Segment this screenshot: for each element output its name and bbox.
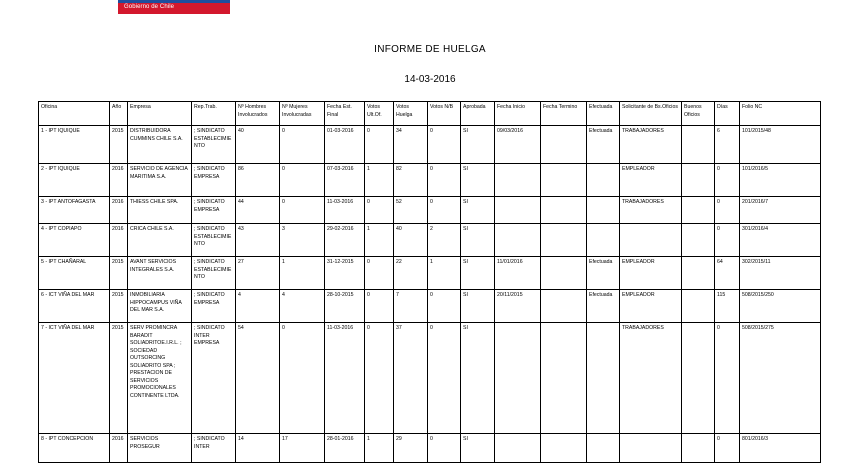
cell-fecha-final: 11-03-2016 [325,197,365,224]
table-row [39,164,821,197]
cell-hombres: 40 [236,126,280,164]
cell-dias: 0 [715,164,740,197]
cell-votos-ult: 1 [365,164,394,197]
col-header: Efectuada [587,102,620,126]
cell-solicitante [620,224,682,257]
table-row [39,126,821,164]
col-header: Votos N/B [428,102,461,126]
cell-mujeres: 17 [280,434,325,463]
cell-rep-trab: ; SINDICATO ESTABLECIMIENTO [192,257,236,290]
cell-aprobada: SI [461,290,495,323]
cell-votos-ult: 1 [365,224,394,257]
cell-anio: 2016 [110,224,128,257]
cell-dias: 115 [715,290,740,323]
cell-buenos-oficios [682,164,715,197]
cell-solicitante [620,434,682,463]
cell-fecha-termino [541,290,587,323]
table-row [39,323,821,434]
cell-rep-trab: ; SINDICATO ESTABLECIMIENTO [192,224,236,257]
cell-efectuada: Efectuada [587,290,620,323]
cell-buenos-oficios [682,126,715,164]
cell-empresa: THIESS CHILE SPA. [128,197,192,224]
cell-solicitante: TRABAJADORES [620,126,682,164]
report-title: INFORME DE HUELGA [374,44,486,55]
report-date: 14-03-2016 [404,74,456,85]
cell-fecha-final: 11-03-2016 [325,323,365,434]
cell-votos-ult: 0 [365,257,394,290]
cell-fecha-final: 07-03-2016 [325,164,365,197]
col-header: Buenos Oficios [682,102,715,126]
cell-hombres: 54 [236,323,280,434]
col-header: Nº Mujeres Involucradas [280,102,325,126]
cell-votos-huelga: 37 [394,323,428,434]
cell-votos-nb: 2 [428,224,461,257]
cell-votos-ult: 1 [365,434,394,463]
cell-aprobada: SI [461,224,495,257]
cell-solicitante: TRABAJADORES [620,323,682,434]
cell-anio: 2015 [110,257,128,290]
cell-fecha-inicio: 20/11/2015 [495,290,541,323]
cell-mujeres: 4 [280,290,325,323]
cell-rep-trab: ; SINDICATO INTER [192,434,236,463]
cell-folio: 508/2015/250 [740,290,821,323]
cell-mujeres: 1 [280,257,325,290]
cell-fecha-inicio: 09/03/2016 [495,126,541,164]
col-header: Oficina [39,102,110,126]
cell-mujeres: 0 [280,164,325,197]
cell-rep-trab: ; SINDICATO EMPRESA [192,290,236,323]
cell-fecha-final: 31-12-2015 [325,257,365,290]
cell-fecha-final: 01-03-2016 [325,126,365,164]
cell-hombres: 14 [236,434,280,463]
cell-fecha-termino [541,323,587,434]
cell-folio: 201/2016/7 [740,197,821,224]
col-header: Solicitante de Bs.Oficios [620,102,682,126]
cell-anio: 2016 [110,197,128,224]
cell-mujeres: 0 [280,126,325,164]
cell-efectuada [587,197,620,224]
cell-fecha-final: 29-02-2016 [325,224,365,257]
cell-dias: 0 [715,224,740,257]
cell-aprobada: SI [461,164,495,197]
col-header: Votos Ult.Of. [365,102,394,126]
col-header: Folio NC [740,102,821,126]
cell-efectuada: Efectuada [587,257,620,290]
table-row [39,290,821,323]
table-row [39,434,821,463]
cell-folio: 101/2016/5 [740,164,821,197]
cell-anio: 2015 [110,126,128,164]
cell-empresa: INMOBILIARIA HIPPOCAMPUS VIÑA DEL MAR S.A. [128,290,192,323]
cell-folio: 801/2016/3 [740,434,821,463]
cell-oficina: 4 - IPT COPIAPO [39,224,110,257]
cell-anio: 2016 [110,164,128,197]
cell-votos-nb: 0 [428,197,461,224]
cell-votos-huelga: 82 [394,164,428,197]
cell-votos-nb: 0 [428,434,461,463]
cell-solicitante: TRABAJADORES [620,197,682,224]
cell-votos-nb: 0 [428,164,461,197]
cell-empresa: SERVICIOS PROSEGUR [128,434,192,463]
cell-folio: 508/2015/275 [740,323,821,434]
cell-hombres: 43 [236,224,280,257]
col-header: Votos Huelga [394,102,428,126]
cell-fecha-termino [541,126,587,164]
cell-rep-trab: ; SINDICATO ESTABLECIMIENTO [192,126,236,164]
cell-aprobada: SI [461,323,495,434]
cell-fecha-inicio [495,164,541,197]
cell-folio: 101/2015/48 [740,126,821,164]
cell-dias: 0 [715,434,740,463]
cell-fecha-inicio: 11/01/2016 [495,257,541,290]
cell-mujeres: 0 [280,197,325,224]
cell-solicitante: EMPLEADOR [620,164,682,197]
cell-anio: 2015 [110,290,128,323]
cell-fecha-termino [541,224,587,257]
cell-folio: 302/2015/11 [740,257,821,290]
cell-dias: 0 [715,323,740,434]
cell-votos-ult: 0 [365,323,394,434]
cell-solicitante: EMPLEADOR [620,290,682,323]
table-row [39,224,821,257]
col-header: Empresa [128,102,192,126]
strike-report-table [38,101,821,463]
col-header: Fecha Inicio [495,102,541,126]
cell-buenos-oficios [682,257,715,290]
cell-votos-huelga: 34 [394,126,428,164]
cell-hombres: 86 [236,164,280,197]
cell-fecha-inicio [495,323,541,434]
gobierno-logo [118,0,230,14]
cell-rep-trab: ; SINDICATO EMPRESA [192,197,236,224]
col-header: Aprobada [461,102,495,126]
cell-votos-huelga: 29 [394,434,428,463]
cell-votos-ult: 0 [365,126,394,164]
cell-empresa: SERV PROMINCRA BARADIT SOLIADRITOE.I.R.L. ; SOCIEDAD OUTSORCING SOLIADRITO SPA ; PRESTACION DE SERVICIOS PROMOCIONALES CONTINENTE LTDA. [128,323,192,434]
cell-fecha-inicio [495,197,541,224]
cell-dias: 64 [715,257,740,290]
cell-oficina: 1 - IPT IQUIQUE [39,126,110,164]
cell-empresa: DISTRIBUIDORA CUMMINS CHILE S.A. [128,126,192,164]
cell-fecha-termino [541,197,587,224]
cell-empresa: SERVICIO DE AGENCIA MARITIMA S.A. [128,164,192,197]
cell-aprobada: SI [461,197,495,224]
cell-rep-trab: ; SINDICATO EMPRESA [192,164,236,197]
cell-dias: 6 [715,126,740,164]
cell-dias: 0 [715,197,740,224]
cell-hombres: 4 [236,290,280,323]
cell-oficina: 2 - IPT IQUIQUE [39,164,110,197]
cell-anio: 2015 [110,323,128,434]
table-row [39,257,821,290]
cell-fecha-final: 28-01-2016 [325,434,365,463]
cell-buenos-oficios [682,434,715,463]
cell-oficina: 7 - ICT VIÑA DEL MAR [39,323,110,434]
cell-mujeres: 3 [280,224,325,257]
logo-text: Gobierno de Chile [124,4,175,10]
cell-votos-huelga: 52 [394,197,428,224]
cell-votos-ult: 0 [365,290,394,323]
cell-rep-trab: ; SINDICATO INTER EMPRESA [192,323,236,434]
cell-votos-huelga: 7 [394,290,428,323]
col-header: Días [715,102,740,126]
cell-fecha-termino [541,164,587,197]
cell-aprobada: SI [461,257,495,290]
cell-efectuada [587,224,620,257]
cell-aprobada: SI [461,126,495,164]
table-header-row [39,102,821,126]
cell-buenos-oficios [682,224,715,257]
cell-oficina: 5 - IPT CHAÑARAL [39,257,110,290]
cell-oficina: 3 - IPT ANTOFAGASTA [39,197,110,224]
cell-votos-ult: 0 [365,197,394,224]
cell-votos-nb: 1 [428,257,461,290]
table-row [39,197,821,224]
col-header: Fecha Termino [541,102,587,126]
cell-oficina: 6 - ICT VIÑA DEL MAR [39,290,110,323]
cell-efectuada [587,434,620,463]
col-header: Rep.Trab. [192,102,236,126]
cell-anio: 2016 [110,434,128,463]
cell-fecha-termino [541,434,587,463]
cell-efectuada [587,164,620,197]
cell-empresa: CRICA CHILE S.A. [128,224,192,257]
cell-votos-nb: 0 [428,290,461,323]
cell-hombres: 44 [236,197,280,224]
cell-empresa: AVANT SERVICIOS INTEGRALES S.A. [128,257,192,290]
cell-aprobada: SI [461,434,495,463]
col-header: Nº Hombres Involucrados [236,102,280,126]
col-header: Año [110,102,128,126]
cell-votos-huelga: 22 [394,257,428,290]
cell-solicitante: EMPLEADOR [620,257,682,290]
cell-hombres: 27 [236,257,280,290]
col-header: Fecha Est. Final [325,102,365,126]
cell-fecha-termino [541,257,587,290]
cell-fecha-inicio [495,434,541,463]
cell-buenos-oficios [682,323,715,434]
cell-fecha-inicio [495,224,541,257]
cell-votos-nb: 0 [428,323,461,434]
cell-oficina: 8 - IPT CONCEPCION [39,434,110,463]
cell-fecha-final: 28-10-2015 [325,290,365,323]
cell-efectuada [587,323,620,434]
cell-folio: 301/2016/4 [740,224,821,257]
cell-votos-huelga: 40 [394,224,428,257]
cell-votos-nb: 0 [428,126,461,164]
cell-efectuada: Efectuada [587,126,620,164]
cell-mujeres: 0 [280,323,325,434]
cell-buenos-oficios [682,197,715,224]
cell-buenos-oficios [682,290,715,323]
